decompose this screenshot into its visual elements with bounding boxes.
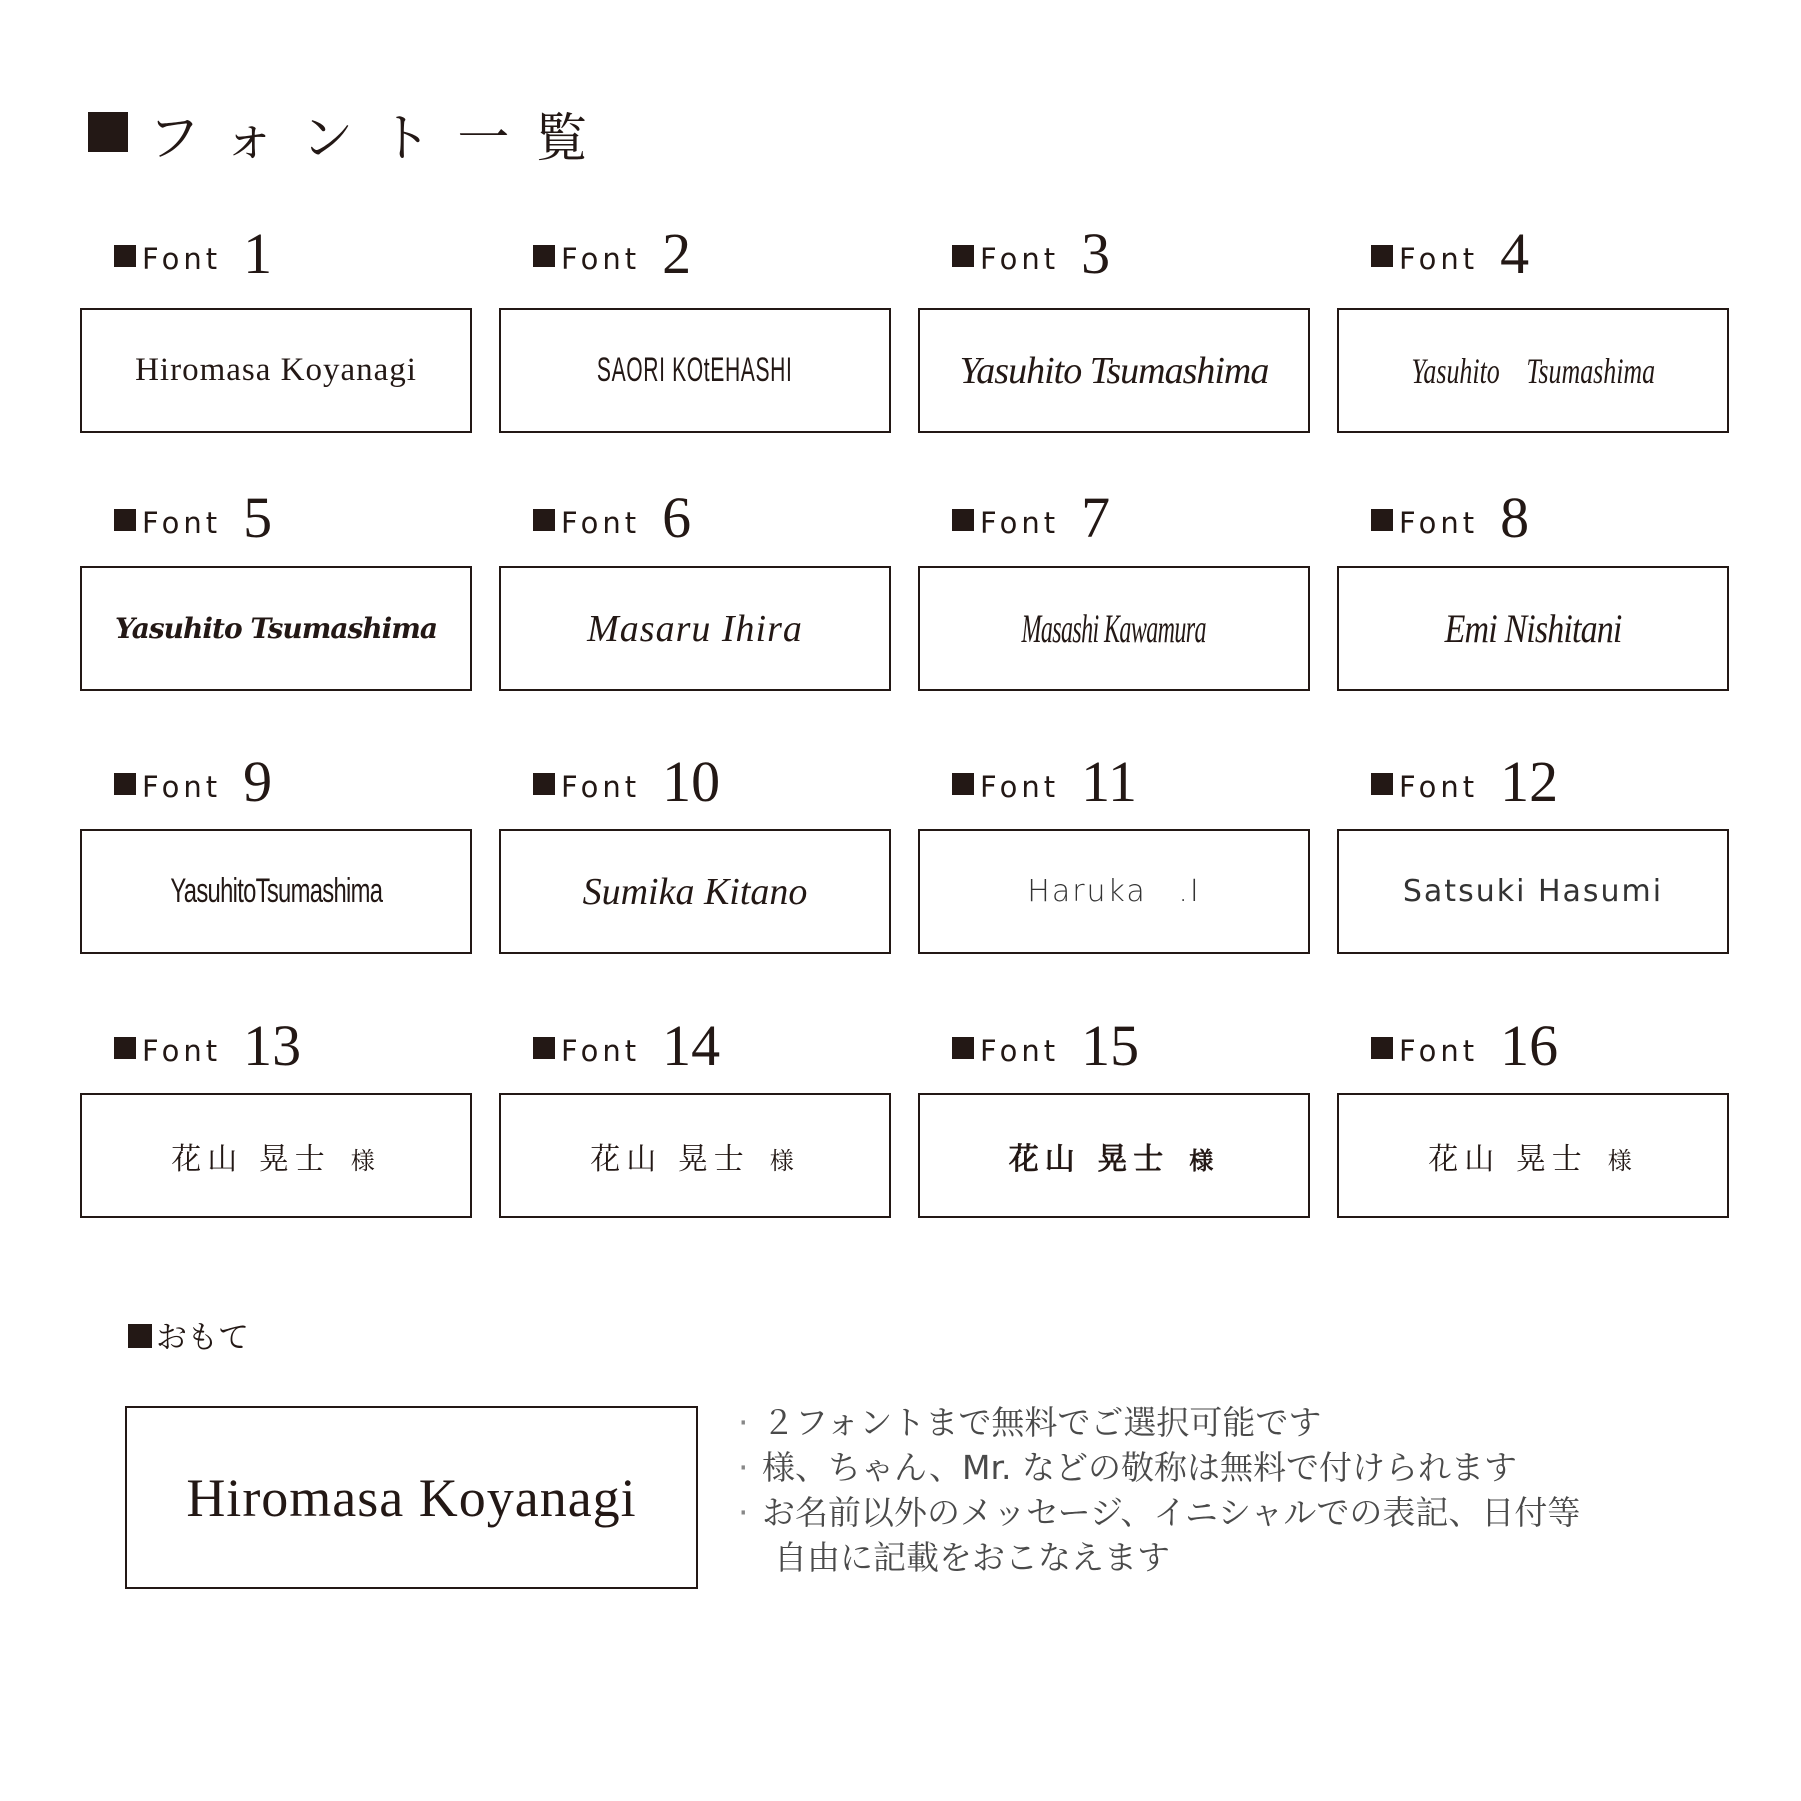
font-label xyxy=(533,484,691,551)
font-number: 12 xyxy=(1500,749,1559,814)
label-square-icon xyxy=(128,1324,152,1348)
label-square-icon xyxy=(1371,509,1393,531)
font-label xyxy=(952,1012,1139,1079)
omote-sample: Hiromasa Koyanagi xyxy=(186,1467,637,1528)
font-label xyxy=(114,1012,301,1079)
label-square-icon xyxy=(114,509,136,531)
font-sample-box[interactable] xyxy=(918,566,1310,691)
font-sample: Hiromasa Koyanagi xyxy=(135,352,417,388)
bullet-dot-icon: · xyxy=(738,1403,749,1442)
font-sample-box[interactable] xyxy=(80,1093,472,1218)
font-word: Font xyxy=(561,506,641,540)
omote-sample-box xyxy=(125,1406,698,1589)
label-square-icon xyxy=(952,1037,974,1059)
font-sample: Yasuhito Tsumashima xyxy=(114,612,438,645)
font-sample-box[interactable] xyxy=(499,829,891,954)
font-sample-name: 花山 晃士 xyxy=(590,1141,750,1177)
font-number: 14 xyxy=(662,1013,721,1078)
bullet-dot-icon: · xyxy=(738,1448,749,1487)
font-sample-honorific: 様 xyxy=(1189,1146,1220,1175)
font-label xyxy=(1371,484,1529,551)
font-sample-box[interactable] xyxy=(1337,1093,1729,1218)
font-sample-name: 花山 晃士 xyxy=(1428,1141,1588,1177)
label-square-icon xyxy=(1371,1037,1393,1059)
label-square-icon xyxy=(533,245,555,267)
note-text: 自由に記載をおこなえます xyxy=(774,1538,1170,1577)
font-word: Font xyxy=(1399,242,1479,276)
font-word: Font xyxy=(1399,770,1479,804)
label-square-icon xyxy=(533,773,555,795)
font-word: Font xyxy=(561,1034,641,1068)
font-sample-box[interactable] xyxy=(80,566,472,691)
font-label xyxy=(533,220,691,287)
font-sample-box[interactable] xyxy=(499,566,891,691)
font-label xyxy=(114,220,272,287)
note-text: 様、ちゃん、Mr. などの敬称は無料で付けられます xyxy=(762,1448,1517,1487)
font-sample: SAORI KOtEHASHI xyxy=(597,351,793,389)
font-label xyxy=(1371,1012,1558,1079)
font-sample-box[interactable] xyxy=(918,308,1310,433)
font-number: 4 xyxy=(1500,221,1530,286)
font-sample: Sumika Kitano xyxy=(582,870,808,913)
font-word: Font xyxy=(980,770,1060,804)
note-item xyxy=(738,1400,1580,1445)
font-label xyxy=(952,748,1137,815)
font-number: 16 xyxy=(1500,1013,1559,1078)
note-item xyxy=(738,1490,1580,1535)
font-sample-box[interactable] xyxy=(499,1093,891,1218)
font-number: 2 xyxy=(662,221,692,286)
label-square-icon xyxy=(952,509,974,531)
font-number: 11 xyxy=(1081,749,1137,814)
font-sample-name: 花山 晃士 xyxy=(171,1141,331,1177)
font-sample-box[interactable] xyxy=(918,1093,1310,1218)
font-number: 5 xyxy=(243,485,273,550)
note-text: ２フォントまで無料でご選択可能です xyxy=(762,1403,1322,1442)
font-label xyxy=(1371,748,1558,815)
font-sample-box[interactable] xyxy=(1337,829,1729,954)
font-sample-honorific: 様 xyxy=(1607,1146,1638,1175)
font-label xyxy=(114,748,272,815)
font-sample-name: 花山 晃士 xyxy=(1008,1141,1170,1177)
note-item xyxy=(738,1445,1580,1490)
font-label xyxy=(533,748,720,815)
label-square-icon xyxy=(1371,773,1393,795)
font-sample xyxy=(1009,1134,1219,1178)
font-word: Font xyxy=(561,242,641,276)
font-sample-box[interactable] xyxy=(80,308,472,433)
font-sample: Haruka .I xyxy=(1027,874,1201,909)
font-word: Font xyxy=(980,1034,1060,1068)
label-square-icon xyxy=(533,509,555,531)
font-number: 6 xyxy=(662,485,692,550)
font-word: Font xyxy=(142,506,222,540)
font-word: Font xyxy=(142,770,222,804)
font-sample: Masashi Kawamura xyxy=(1021,606,1207,651)
font-sample-box[interactable] xyxy=(80,829,472,954)
omote-label xyxy=(128,1312,249,1357)
label-square-icon xyxy=(114,1037,136,1059)
label-square-icon xyxy=(1371,245,1393,267)
font-word: Font xyxy=(980,506,1060,540)
font-number: 15 xyxy=(1081,1013,1140,1078)
title-square-icon xyxy=(88,112,128,152)
font-sample xyxy=(590,1134,800,1178)
font-sample: Emi Nishitani xyxy=(1444,606,1622,651)
font-word: Font xyxy=(142,1034,222,1068)
font-sample-box[interactable] xyxy=(499,308,891,433)
font-sample: Yasuhito Tsumashima xyxy=(1411,350,1655,391)
font-sample-box[interactable] xyxy=(918,829,1310,954)
font-sample: Masaru Ihira xyxy=(587,607,803,650)
font-number: 7 xyxy=(1081,485,1111,550)
font-number: 13 xyxy=(243,1013,302,1078)
font-label xyxy=(952,220,1110,287)
label-square-icon xyxy=(952,245,974,267)
font-sample: Yasuhito Tsumashima xyxy=(959,349,1269,392)
omote-label-text: おもて xyxy=(156,1320,249,1356)
font-word: Font xyxy=(561,770,641,804)
font-sample xyxy=(171,1134,381,1178)
font-sample xyxy=(1428,1134,1638,1178)
notes-list xyxy=(738,1400,1580,1580)
font-number: 10 xyxy=(662,749,721,814)
font-number: 1 xyxy=(243,221,273,286)
font-number: 8 xyxy=(1500,485,1530,550)
page-title-text: フォント一覧 xyxy=(148,109,614,169)
font-word: Font xyxy=(980,242,1060,276)
font-sample-box[interactable] xyxy=(1337,308,1729,433)
label-square-icon xyxy=(114,245,136,267)
page-title xyxy=(88,96,613,171)
font-label xyxy=(114,484,272,551)
label-square-icon xyxy=(952,773,974,795)
font-label xyxy=(533,1012,720,1079)
note-text: お名前以外のメッセージ、イニシャルでの表記、日付等 xyxy=(762,1493,1581,1532)
font-number: 9 xyxy=(243,749,273,814)
font-word: Font xyxy=(1399,1034,1479,1068)
note-item-continued xyxy=(738,1535,1580,1580)
font-number: 3 xyxy=(1081,221,1111,286)
font-sample-honorific: 様 xyxy=(350,1146,381,1175)
font-label xyxy=(1371,220,1529,287)
label-square-icon xyxy=(114,773,136,795)
bullet-dot-icon: · xyxy=(738,1493,749,1532)
font-word: Font xyxy=(1399,506,1479,540)
font-label xyxy=(952,484,1110,551)
font-word: Font xyxy=(142,242,222,276)
font-sample-box[interactable] xyxy=(1337,566,1729,691)
label-square-icon xyxy=(533,1037,555,1059)
font-sample: Satsuki Hasumi xyxy=(1402,874,1664,909)
font-sample: YasuhitoTsumashima xyxy=(170,872,382,910)
font-sample-honorific: 様 xyxy=(769,1146,800,1175)
